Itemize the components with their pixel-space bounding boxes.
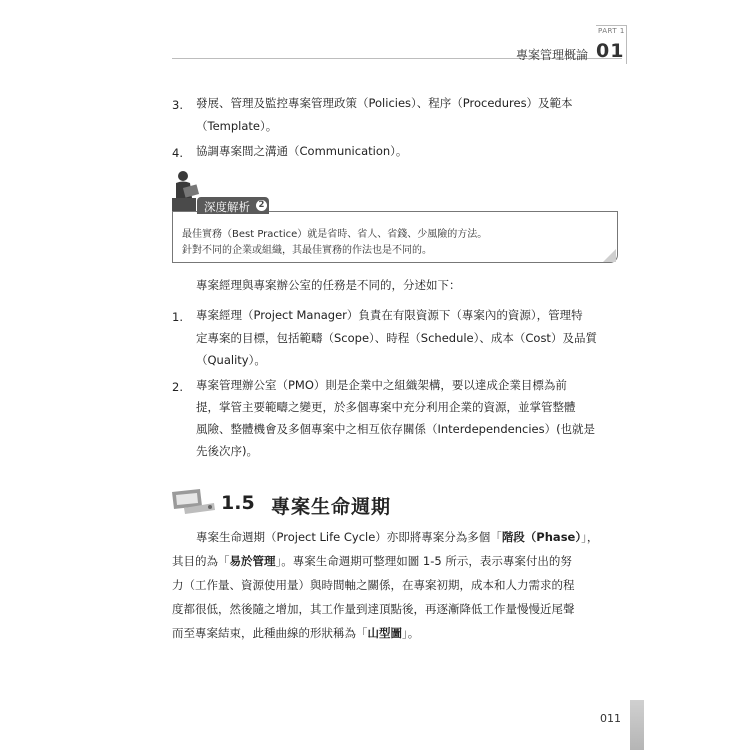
list-item-line: 協調專案間之溝通（Communication）。 (196, 144, 408, 158)
section-number: 1.5 (221, 492, 255, 514)
callout-line: 最佳實務（Best Practice）就是省時、省人、省錢、少風險的方法。 (182, 229, 488, 240)
list-item-line: 專案經理（Project Manager）負責在有限資源下（專案內的資源），管理特 (196, 308, 583, 322)
intro-text: 專案經理與專案辦公室的任務是不同的，分述如下： (196, 278, 461, 292)
reading-person-icon (170, 170, 200, 214)
paragraph-text: 」。專案生命週期可整理如圖 1-5 所示，表示專案付出的努 (275, 554, 572, 568)
paragraph-text: 」， (581, 530, 599, 544)
page-edge-tab (630, 700, 644, 750)
list-item-line: （Quality）。 (196, 353, 266, 367)
callout-badge: 2 (256, 200, 267, 211)
callout-tab-label: 深度解析 (204, 200, 250, 214)
page-number: 011 (600, 712, 621, 725)
paragraph-line (196, 532, 598, 544)
list-item-number: 4. (172, 146, 183, 160)
paragraph-line: 力（工作量、資源使用量）與時間軸之關係，在專案初期，成本和人力需求的程 (172, 578, 575, 592)
paragraph-text: 其目的為「 (172, 554, 230, 568)
list-item-number: 1. (172, 310, 183, 324)
callout-line: 針對不同的企業或組織，其最佳實務的作法也是不同的。 (182, 245, 432, 256)
list-item-line: （Template）。 (196, 119, 278, 133)
list-item-line: 發展、管理及監控專案管理政策（Policies）、程序（Procedures）及範本 (196, 96, 573, 110)
chapter-title: 專案管理概論 (515, 48, 588, 62)
paragraph-text: 專案生命週期（Project Life Cycle）亦即將專案分為多個「 (196, 530, 502, 544)
chapter-number: 01 (596, 40, 625, 62)
paragraph-text: 」。 (402, 626, 420, 640)
section-title: 專案生命週期 (271, 496, 392, 518)
emphasis-phase: 階段（Phase） (501, 530, 582, 544)
list-item-line: 提，掌管主要範疇之變更，於多個專案中充分利用企業的資源，並掌管整體 (196, 400, 576, 414)
paragraph-line: 度都很低，然後隨之增加，其工作量到達頂點後，再逐漸降低工作量慢慢近尾聲 (172, 602, 575, 616)
list-item-line: 先後次序)。 (196, 444, 258, 458)
list-item-number: 2. (172, 380, 183, 394)
list-item-number: 3. (172, 98, 183, 112)
paragraph-text: 而至專案結束，此種曲線的形狀稱為「 (172, 626, 368, 640)
list-item-line: 專案管理辦公室（PMO）則是企業中之組織架構，要以達成企業目標為前 (196, 378, 567, 392)
list-item-line: 定專案的目標，包括範疇（Scope）、時程（Schedule）、成本（Cost）及品質 (196, 331, 597, 345)
emphasis-manageable: 易於管理 (229, 554, 276, 568)
part-label: PART 1 (598, 27, 625, 35)
monitor-icon (170, 488, 216, 514)
paragraph-line (172, 628, 419, 640)
list-item-line: 風險、整體機會及多個專案中之相互依存關係（Interdependencies）(也就是 (196, 422, 596, 436)
emphasis-mountain-chart: 山型圖 (367, 626, 402, 640)
paragraph-line (172, 556, 572, 568)
